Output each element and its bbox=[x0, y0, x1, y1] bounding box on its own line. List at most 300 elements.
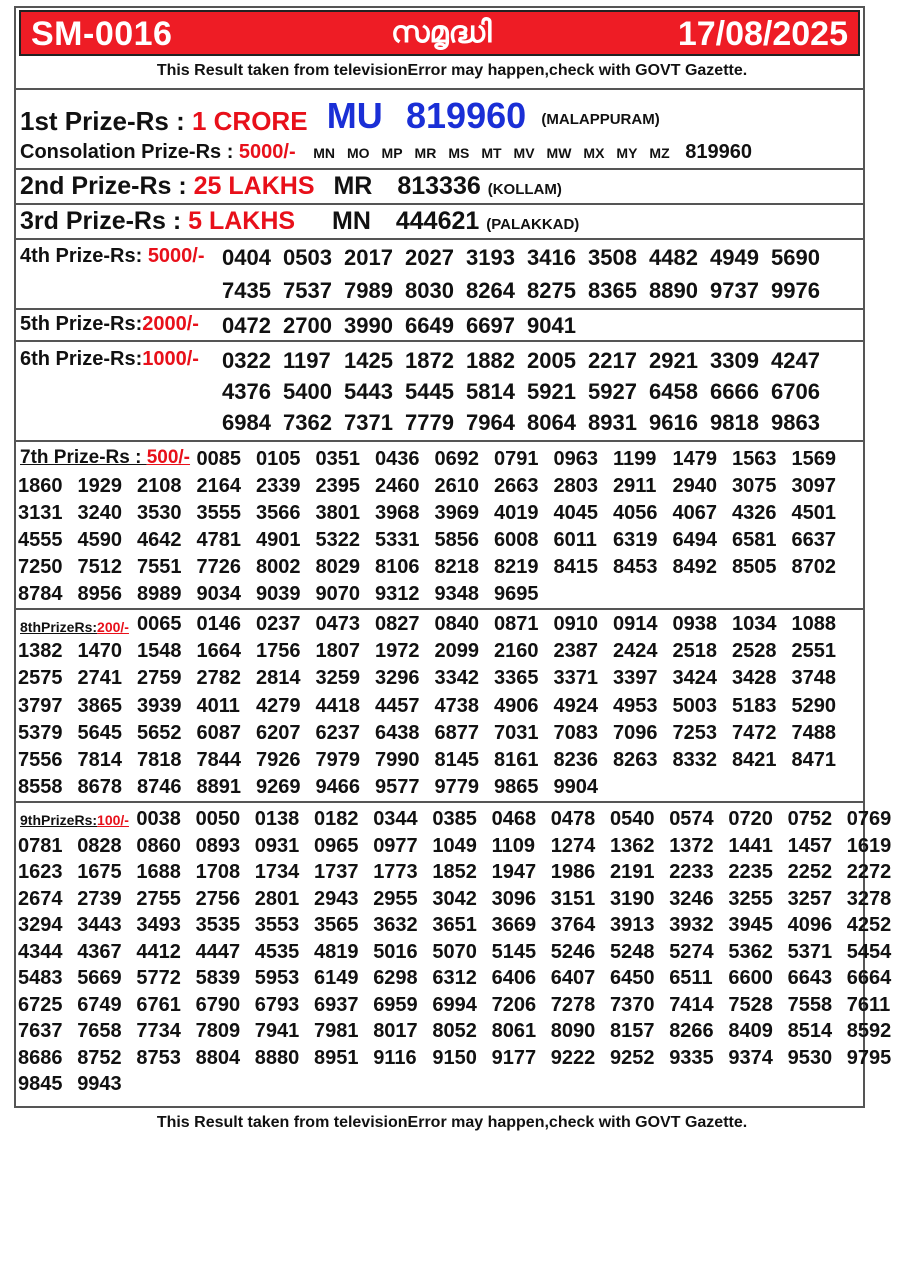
winning-number: 0472 bbox=[222, 313, 271, 338]
winning-number: 3535 bbox=[195, 914, 241, 936]
winning-number: 4279 bbox=[256, 694, 301, 717]
winning-number: 2551 bbox=[791, 640, 836, 663]
winning-number: 3990 bbox=[344, 313, 393, 338]
winning-number: 0138 bbox=[254, 808, 300, 830]
winning-number: 8453 bbox=[613, 556, 658, 578]
winning-number: 3296 bbox=[375, 667, 420, 690]
winning-number: 0914 bbox=[613, 613, 658, 635]
winning-number: 2164 bbox=[196, 475, 241, 497]
winning-number: 1688 bbox=[136, 861, 181, 883]
winning-number: 7414 bbox=[669, 993, 714, 1016]
winning-number: 9041 bbox=[527, 313, 576, 338]
eighth-prize-label: 8thPrizeRs: bbox=[20, 619, 98, 635]
winning-number: 6994 bbox=[432, 993, 477, 1016]
winning-number: 4367 bbox=[77, 940, 122, 963]
winning-number: 7611 bbox=[846, 993, 891, 1016]
winning-number: 3865 bbox=[77, 694, 122, 717]
winning-number: 7779 bbox=[405, 410, 454, 435]
winning-number: 9466 bbox=[315, 776, 360, 799]
eighth-prize-heading bbox=[20, 619, 129, 635]
winning-number: 8275 bbox=[527, 278, 576, 303]
third-prize-label: 3rd Prize-Rs : bbox=[20, 207, 189, 235]
winning-number: 2801 bbox=[254, 887, 300, 910]
winning-number: 4642 bbox=[137, 529, 182, 551]
winning-number: 5443 bbox=[344, 379, 393, 404]
winning-number: 3801 bbox=[315, 502, 360, 524]
winning-number: 4901 bbox=[256, 529, 301, 551]
winning-number: 1197 bbox=[283, 348, 331, 373]
winning-number: 7488 bbox=[791, 721, 836, 744]
winning-number: 9943 bbox=[77, 1073, 122, 1095]
header-bar bbox=[19, 10, 860, 56]
winning-number: 9818 bbox=[710, 410, 759, 435]
second-prize-series: MR bbox=[333, 172, 373, 200]
winning-number: 3309 bbox=[710, 348, 759, 373]
winning-number: 3397 bbox=[613, 667, 658, 690]
winning-number: 6087 bbox=[196, 721, 241, 744]
winning-number: 2395 bbox=[315, 475, 360, 497]
winning-number: 8064 bbox=[527, 410, 576, 435]
winning-number: 7537 bbox=[283, 278, 332, 303]
winning-number: 7734 bbox=[136, 1020, 181, 1042]
divider bbox=[14, 88, 865, 90]
winning-number: 9252 bbox=[610, 1046, 655, 1069]
winning-number: 7844 bbox=[196, 749, 241, 771]
winning-number: 5246 bbox=[550, 940, 596, 963]
second-prize-row bbox=[20, 172, 562, 201]
winning-number: 4344 bbox=[18, 940, 63, 963]
consolation-series: MR bbox=[414, 145, 437, 161]
winning-number: 8753 bbox=[136, 1046, 181, 1069]
winning-number: 5652 bbox=[137, 721, 182, 744]
winning-number: 6207 bbox=[256, 721, 301, 744]
winning-number: 1807 bbox=[315, 640, 360, 663]
winning-number: 0893 bbox=[195, 834, 241, 857]
winning-number: 1882 bbox=[466, 348, 515, 373]
winning-number: 1773 bbox=[373, 861, 418, 883]
winning-number: 8784 bbox=[18, 583, 63, 605]
divider bbox=[14, 608, 865, 610]
second-prize-label: 2nd Prize-Rs : bbox=[20, 172, 194, 200]
winning-number: 3278 bbox=[846, 887, 892, 910]
winning-number: 2739 bbox=[77, 887, 122, 910]
winning-number: 1274 bbox=[550, 834, 596, 857]
winning-number: 2339 bbox=[256, 475, 301, 497]
winning-number: 1049 bbox=[432, 834, 477, 857]
winning-number: 4412 bbox=[136, 940, 181, 963]
winning-number: 7556 bbox=[18, 749, 63, 771]
ninth-prize-heading bbox=[20, 812, 129, 828]
winning-number: 6749 bbox=[77, 993, 122, 1016]
winning-number: 2252 bbox=[787, 861, 833, 883]
winning-number: 8218 bbox=[434, 556, 479, 578]
winning-number: 8266 bbox=[669, 1020, 714, 1042]
winning-number: 9976 bbox=[771, 278, 820, 303]
winning-number: 0237 bbox=[256, 613, 301, 635]
winning-number: 3553 bbox=[254, 914, 300, 936]
winning-number: 9845 bbox=[18, 1073, 63, 1095]
winning-number: 8421 bbox=[732, 749, 777, 771]
winning-number: 8752 bbox=[77, 1046, 122, 1069]
winning-number: 7990 bbox=[375, 749, 420, 771]
winning-number: 1972 bbox=[375, 640, 420, 663]
winning-number: 1756 bbox=[256, 640, 301, 663]
winning-number: 4096 bbox=[787, 914, 833, 936]
winning-number: 6643 bbox=[787, 967, 833, 989]
winning-number: 4326 bbox=[732, 502, 777, 524]
winning-number: 3131 bbox=[18, 502, 63, 524]
winning-number: 3565 bbox=[314, 914, 359, 936]
winning-number: 6237 bbox=[315, 721, 360, 744]
winning-number: 0050 bbox=[195, 808, 241, 830]
draw-date: 17/08/2025 bbox=[677, 15, 848, 53]
winning-number: 3493 bbox=[136, 914, 181, 936]
divider bbox=[14, 238, 865, 240]
winning-number: 5772 bbox=[136, 967, 181, 989]
winning-number: 3566 bbox=[256, 502, 301, 524]
winning-number: 0105 bbox=[256, 448, 301, 470]
winning-number: 7941 bbox=[254, 1020, 300, 1042]
winning-number: 2233 bbox=[669, 861, 714, 883]
winning-number: 5690 bbox=[771, 245, 820, 270]
winning-number: 9779 bbox=[434, 776, 479, 799]
winning-number: 0791 bbox=[494, 448, 539, 470]
winning-number: 2017 bbox=[344, 245, 393, 270]
winning-number: 8017 bbox=[373, 1020, 418, 1042]
divider bbox=[14, 340, 865, 342]
winning-number: 7726 bbox=[196, 556, 241, 578]
winning-number: 5814 bbox=[466, 379, 515, 404]
winning-number: 5927 bbox=[588, 379, 637, 404]
winning-number: 9374 bbox=[728, 1046, 773, 1069]
bottom-disclaimer: This Result taken from televisionError may happen,check with GOVT Gazette. bbox=[156, 1114, 748, 1131]
winning-number: 6664 bbox=[846, 967, 892, 989]
winning-number: 2235 bbox=[728, 861, 773, 883]
winning-number: 1199 bbox=[613, 448, 657, 470]
winning-number: 3255 bbox=[728, 887, 773, 910]
winning-number: 0478 bbox=[550, 808, 596, 830]
winning-number: 5483 bbox=[18, 967, 63, 989]
winning-number: 4447 bbox=[195, 940, 241, 963]
winning-number: 5371 bbox=[787, 940, 833, 963]
winning-number: 1708 bbox=[195, 861, 241, 883]
seventh-prize-amount: 500/- bbox=[146, 447, 191, 468]
winning-number: 2755 bbox=[136, 887, 181, 910]
winning-number: 8592 bbox=[846, 1020, 892, 1042]
second-prize-number: 813336 bbox=[397, 172, 481, 200]
fourth-prize-heading bbox=[20, 245, 205, 268]
winning-number: 7031 bbox=[494, 721, 539, 744]
winning-number: 4011 bbox=[196, 694, 240, 717]
sixth-prize-label: 6th Prize-Rs: bbox=[20, 348, 143, 370]
winning-number: 1109 bbox=[491, 834, 535, 857]
consolation-series: MO bbox=[346, 145, 370, 161]
winning-number: 7253 bbox=[672, 721, 717, 744]
winning-number: 9530 bbox=[787, 1046, 833, 1069]
winning-number: 2099 bbox=[434, 640, 479, 663]
winning-number: 6011 bbox=[553, 529, 597, 551]
winning-number: 5290 bbox=[791, 694, 836, 717]
lottery-name: സമൃദ്ധി bbox=[391, 15, 492, 50]
winning-number: 6937 bbox=[314, 993, 359, 1016]
winning-number: 9335 bbox=[669, 1046, 714, 1069]
winning-number: 2272 bbox=[846, 861, 892, 883]
winning-number: 6959 bbox=[373, 993, 418, 1016]
winning-number: 3428 bbox=[732, 667, 777, 690]
winning-number: 0910 bbox=[553, 613, 598, 635]
winning-number: 0436 bbox=[375, 448, 420, 470]
consolation-series: MP bbox=[381, 145, 403, 161]
winning-number: 0351 bbox=[315, 448, 360, 470]
sixth-prize-heading bbox=[20, 348, 199, 371]
winning-number: 7278 bbox=[550, 993, 596, 1016]
third-prize-place: (PALAKKAD) bbox=[486, 216, 580, 233]
winning-number: 2387 bbox=[553, 640, 598, 663]
winning-number: 0938 bbox=[672, 613, 717, 635]
winning-number: 7658 bbox=[77, 1020, 122, 1042]
winning-number: 1619 bbox=[846, 834, 892, 857]
winning-number: 4906 bbox=[494, 694, 539, 717]
consolation-number: 819960 bbox=[685, 141, 752, 163]
winning-number: 0182 bbox=[314, 808, 359, 830]
seventh-prize-heading bbox=[20, 447, 190, 469]
winning-number: 1425 bbox=[344, 348, 393, 373]
winning-number: 8931 bbox=[588, 410, 637, 435]
winning-number: 5274 bbox=[669, 940, 714, 963]
winning-number: 2217 bbox=[588, 348, 637, 373]
winning-number: 2191 bbox=[610, 861, 655, 883]
consolation-series: MX bbox=[583, 145, 605, 161]
winning-number: 8002 bbox=[256, 556, 301, 578]
winning-number: 4045 bbox=[553, 502, 598, 524]
winning-number: 9695 bbox=[494, 583, 539, 605]
winning-number: 2803 bbox=[553, 475, 598, 497]
winning-number: 2759 bbox=[137, 667, 182, 690]
winning-number: 6793 bbox=[254, 993, 300, 1016]
winning-number: 3748 bbox=[791, 667, 836, 690]
consolation-series: MZ bbox=[649, 145, 670, 161]
winning-number: 1441 bbox=[728, 834, 773, 857]
winning-number: 0503 bbox=[283, 245, 332, 270]
third-prize-amount: 5 LAKHS bbox=[188, 207, 296, 235]
winning-number: 4067 bbox=[672, 502, 717, 524]
winning-number: 4953 bbox=[613, 694, 658, 717]
winning-number: 0404 bbox=[222, 245, 271, 270]
winning-number: 2663 bbox=[494, 475, 539, 497]
winning-number: 3669 bbox=[491, 914, 537, 936]
winning-number: 8890 bbox=[649, 278, 698, 303]
winning-number: 3075 bbox=[732, 475, 777, 497]
winning-number: 0752 bbox=[787, 808, 833, 830]
third-prize-row bbox=[20, 207, 579, 236]
winning-number: 8891 bbox=[196, 776, 241, 799]
winning-number: 3193 bbox=[466, 245, 515, 270]
winning-number: 4019 bbox=[494, 502, 539, 524]
winning-number: 1382 bbox=[18, 640, 63, 663]
winning-number: 1947 bbox=[491, 861, 537, 883]
consolation-series: MS bbox=[448, 145, 470, 161]
winning-number: 8702 bbox=[791, 556, 836, 578]
winning-number: 0385 bbox=[432, 808, 477, 830]
winning-number: 8686 bbox=[18, 1046, 63, 1069]
winning-number: 8052 bbox=[432, 1020, 477, 1042]
winning-number: 1034 bbox=[732, 613, 777, 635]
consolation-series: MV bbox=[513, 145, 535, 161]
winning-number: 5016 bbox=[373, 940, 418, 963]
winning-number: 9269 bbox=[256, 776, 301, 799]
winning-number: 3969 bbox=[434, 502, 479, 524]
winning-number: 3424 bbox=[672, 667, 717, 690]
winning-number: 3371 bbox=[553, 667, 598, 690]
winning-number: 3945 bbox=[728, 914, 773, 936]
winning-number: 5454 bbox=[846, 940, 892, 963]
winning-number: 6725 bbox=[18, 993, 63, 1016]
second-prize-place: (KOLLAM) bbox=[487, 181, 562, 198]
winning-number: 0344 bbox=[373, 808, 418, 830]
winning-number: 7528 bbox=[728, 993, 773, 1016]
winning-number: 0085 bbox=[196, 448, 241, 470]
fifth-prize-amount: 2000/- bbox=[142, 313, 199, 335]
winning-number: 3913 bbox=[610, 914, 655, 936]
winning-number: 8106 bbox=[375, 556, 420, 578]
winning-number: 8029 bbox=[315, 556, 360, 578]
winning-number: 2943 bbox=[314, 887, 359, 910]
winning-number: 9865 bbox=[494, 776, 539, 799]
lottery-code: SM-0016 bbox=[31, 15, 173, 53]
winning-number: 6450 bbox=[610, 967, 655, 989]
winning-number: 2782 bbox=[196, 667, 241, 690]
winning-number: 7989 bbox=[344, 278, 393, 303]
winning-number: 3939 bbox=[137, 694, 182, 717]
winning-number: 7637 bbox=[18, 1020, 63, 1042]
winning-number: 5645 bbox=[77, 721, 122, 744]
winning-number: 7551 bbox=[137, 556, 182, 578]
winning-number: 7435 bbox=[222, 278, 271, 303]
winning-number: 4535 bbox=[254, 940, 300, 963]
winning-number: 7979 bbox=[315, 749, 360, 771]
winning-number: 4376 bbox=[222, 379, 271, 404]
winning-number: 0692 bbox=[434, 448, 479, 470]
winning-number: 6438 bbox=[375, 721, 420, 744]
winning-number: 8951 bbox=[314, 1046, 359, 1069]
winning-number: 1929 bbox=[77, 475, 122, 497]
winning-number: 8514 bbox=[787, 1020, 833, 1042]
first-prize-series: MU bbox=[326, 95, 383, 136]
winning-number: 9616 bbox=[649, 410, 698, 435]
winning-number: 5331 bbox=[375, 529, 420, 551]
winning-number: 6149 bbox=[314, 967, 359, 989]
winning-number: 8030 bbox=[405, 278, 454, 303]
winning-number: 0574 bbox=[669, 808, 714, 830]
winning-number: 2700 bbox=[283, 313, 332, 338]
winning-number: 1852 bbox=[432, 861, 477, 883]
winning-number: 2814 bbox=[256, 667, 301, 690]
winning-number: 9577 bbox=[375, 776, 420, 799]
winning-number: 8219 bbox=[494, 556, 539, 578]
winning-number: 9222 bbox=[550, 1046, 596, 1069]
winning-number: 2741 bbox=[77, 667, 122, 690]
winning-number: 8880 bbox=[254, 1046, 300, 1069]
winning-number: 7814 bbox=[77, 749, 122, 771]
winning-number: 1457 bbox=[787, 834, 833, 857]
first-prize-label: 1st Prize-Rs : bbox=[20, 106, 192, 136]
winning-number: 7096 bbox=[613, 721, 658, 744]
winning-number: 5362 bbox=[728, 940, 773, 963]
winning-number: 7362 bbox=[283, 410, 332, 435]
winning-number: 5400 bbox=[283, 379, 332, 404]
winning-number: 6008 bbox=[494, 529, 539, 551]
winning-number: 4555 bbox=[18, 529, 63, 551]
winning-number: 3097 bbox=[791, 475, 836, 497]
winning-number: 6697 bbox=[466, 313, 515, 338]
winning-number: 1548 bbox=[137, 640, 182, 663]
winning-number: 1734 bbox=[254, 861, 300, 883]
winning-number: 2955 bbox=[373, 887, 418, 910]
winning-number: 8090 bbox=[550, 1020, 596, 1042]
winning-number: 8145 bbox=[434, 749, 479, 771]
winning-number: 5003 bbox=[672, 694, 717, 717]
winning-number: 9904 bbox=[553, 776, 598, 799]
winning-number: 3190 bbox=[610, 887, 655, 910]
winning-number: 2921 bbox=[649, 348, 698, 373]
consolation-series: MY bbox=[616, 145, 638, 161]
winning-number: 3259 bbox=[315, 667, 360, 690]
winning-number: 7206 bbox=[491, 993, 537, 1016]
winning-number: 9070 bbox=[315, 583, 360, 605]
winning-number: 1362 bbox=[610, 834, 655, 857]
winning-number: 2027 bbox=[405, 245, 454, 270]
winning-number: 8263 bbox=[613, 749, 658, 771]
fourth-prize-amount: 5000/- bbox=[147, 245, 205, 267]
winning-number: 5145 bbox=[491, 940, 537, 963]
winning-number: 9039 bbox=[256, 583, 301, 605]
winning-number: 8989 bbox=[137, 583, 182, 605]
winning-number: 3240 bbox=[77, 502, 122, 524]
winning-number: 2756 bbox=[195, 887, 241, 910]
winning-number: 8505 bbox=[732, 556, 777, 578]
winning-number: 5322 bbox=[315, 529, 360, 551]
winning-number: 4247 bbox=[771, 348, 820, 373]
second-prize-amount: 25 LAKHS bbox=[193, 172, 315, 200]
winning-number: 6666 bbox=[710, 379, 759, 404]
winning-number: 0065 bbox=[137, 613, 182, 635]
winning-number: 4949 bbox=[710, 245, 759, 270]
winning-number: 0931 bbox=[254, 834, 300, 857]
divider bbox=[14, 308, 865, 310]
winning-number: 7558 bbox=[787, 993, 833, 1016]
consolation-amount: 5000/- bbox=[238, 141, 296, 163]
sixth-prize-amount: 1000/- bbox=[142, 348, 199, 370]
winning-number: 3257 bbox=[787, 887, 833, 910]
winning-number: 6407 bbox=[550, 967, 596, 989]
winning-number: 3246 bbox=[669, 887, 714, 910]
winning-number: 7981 bbox=[314, 1020, 359, 1042]
winning-number: 4482 bbox=[649, 245, 698, 270]
winning-number: 5856 bbox=[434, 529, 479, 551]
winning-number: 5070 bbox=[432, 940, 477, 963]
winning-number: 2460 bbox=[375, 475, 420, 497]
winning-number: 6706 bbox=[771, 379, 820, 404]
winning-number: 3042 bbox=[432, 887, 477, 910]
first-prize-row bbox=[20, 97, 660, 139]
winning-number: 6511 bbox=[669, 967, 713, 989]
first-prize-amount: 1 CRORE bbox=[191, 106, 308, 136]
winning-number: 8157 bbox=[610, 1020, 655, 1042]
winning-number: 8332 bbox=[672, 749, 717, 771]
winning-number: 0827 bbox=[375, 613, 420, 635]
winning-number: 7818 bbox=[137, 749, 182, 771]
winning-number: 0840 bbox=[434, 613, 479, 635]
